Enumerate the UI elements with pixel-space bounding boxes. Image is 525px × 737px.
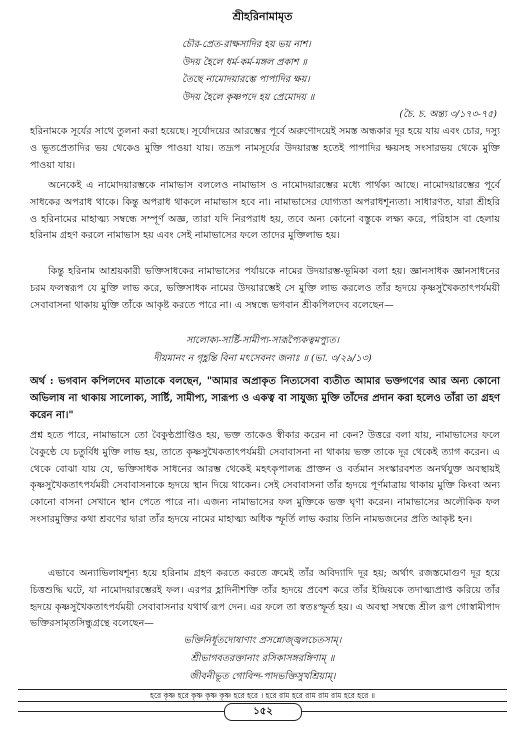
footer-mantra: হরে কৃষ্ণ হরে কৃষ্ণ কৃষ্ণ কৃষ্ণ হরে হরে । হরে রাম হরে রাম রাম রাম হরে হরে ॥ (18, 689, 507, 702)
paragraph-6: এভাবে অন্যাভিলাষশূন্য হয়ে হরিনাম গ্রহণ করতে করতে ক্রমেই তাঁর অবিদ্যাদি দূর হয়; অর্থাৎ রজস্তমোগুণ দূর হয়ে চিত্তশুদ্ধি ঘটে, যা নামোদয়ারম্ভেরই ফল। এরপর হ্লাদিনীশক্তি তাঁর হৃদয়ে প্রবেশ করে তাঁর ইন্দ্রিয়কে তদাত্ম্যপ্রাপ্ত করিয়ে তাঁর হৃদয়ে কৃষ্ণসুখৈকতাৎপর্যময়ী সেবাবাসনার যথার্থ রূপ দেন। এর ফলে তা স্বতঃস্ফূর্ত হয়। এ অবস্থা সম্বন্ধে শ্রীল রূপ গোস্বামীপাদ ভক্তিরসামৃতসিন্ধুগ্রন্থে বলেছেন— (30, 568, 500, 630)
paragraph-3: কিন্তু হরিনাম আশ্রয়কারী ভক্তিসাধকের নামাভাসের পর্যায়কে নামের উদয়ারম্ভ-ভূমিকা বলা হয়। জ্ঞানসাধক জ্ঞানসাধনের চরম ফলস্বরূপ যে মুক্তি লাভ করে, ভক্তিসাধক নামের উদয়ারম্ভেই সে মুক্তি লাভ করলেও তাঁর হৃদয়ে কৃষ্ণসুখৈকতাৎপর্যময়ী সেবাবাসনা থাকায় মুক্তি তাঁকে আকৃষ্ট করতে পারে না। এ সম্বন্ধে ভগবান শ্রীকপিলদেব বলেছেন— (30, 266, 500, 311)
page-header-title: শ্রীহরিনামামৃত (232, 10, 293, 23)
verse-line: উদয় হৈলে ধর্ম-কর্ম-মঙ্গল প্রকাশ ॥ (182, 56, 307, 68)
verse-3-line-1: ভক্তিনির্ধূতদোষাণাং প্রসন্নোজ্জ্বলচেতসাম্। (183, 635, 342, 646)
verse-line: চৌর-প্রেত-রাক্ষসাদির হয় ভয় নাশ। (182, 39, 311, 50)
verse-2-line-1: সালোক্য-সার্ষ্টি-সামীপ্য-সারূপ্যৈকত্বমপ্যুত। (186, 335, 339, 346)
paragraph-2: অনেকেই এ নামোদয়ারম্ভকে নামাভাস বললেও নামাভাস ও নামোদয়ারম্ভের মধ্যে পার্থক্য আছে। নামোদয়ারম্ভের পূর্বে সাধকের অপরাধ থাকে। কিন্তু অপরাধ থাকলে নামাভাস হবে না। নামাভাসের যোগ্যতা অপরাধশূন্যতা। সাধারণত, যারা শ্রীহরি ও হরিনামের মাহাত্ম্য সম্বন্ধে সম্পূর্ণ অজ্ঞ, তারা যদি নিরপরাধ হয়, তবে অন্য কোনো বস্তুকে লক্ষ্য করে, পরিহাস বা হেলায় হরিনাম গ্রহণ করলে নামাভাস হয় এবং সেই নামাভাসের ফলে তাদের মুক্তিলাভ হয়। (30, 180, 500, 242)
verse-3-line-3: জীবনীভূত গোবিন্দ-পাদভক্তিসুখশ্রিয়াম্। (189, 671, 336, 682)
paragraph-1: হরিনামকে সূর্যের সাথে তুলনা করা হয়েছে। সূর্যোদয়ের আরম্ভের পূর্বে অরুণোদয়েই সমস্ত অন্ধকার দূর হয়ে যায় এবং চোর, দস্যু ও ভূতপ্রেতাদির ভয় থেকেও মুক্তি পাওয়া যায়। তদ্রূপ নামসূর্যের উদয়ারম্ভ হতেই পাপাদির ক্ষয়সহ সংসারভয় থেকে মুক্তি পাওয়া যায়। (30, 126, 500, 171)
meaning-paragraph: অর্থ : ভগবান কপিলদেব মাতাকে বলছেন, "আমার অপ্রাকৃত নিত্যসেবা ব্যতীত আমার ভক্তগণের আর অন্য কোনো অভিলাষ না থাকায় সালোক্য, সার্ষ্টি, সামীপ্য, সারূপ্য ও একত্ব বা সাযুজ্য মুক্তি তাঁদের প্রদান করা হলেও তাঁরা তা গ্রহণ করেন না।" (30, 376, 500, 421)
footer-rule-left (18, 711, 224, 712)
verse-reference: (চৈ. চ. অন্ত্য ৩/১৭৩-৭৫) (399, 109, 497, 120)
verse-line: উদয় হৈলে কৃষ্ণপদে হয় প্রেমোদয় ॥ (182, 91, 315, 103)
page-number: ১৫২ (224, 703, 302, 721)
verse-line: তৈছে নামোদয়ারম্ভে পাপাদির ক্ষয়। (182, 74, 310, 85)
verse-block-1 (182, 36, 314, 106)
footer-rule-right (300, 711, 507, 712)
paragraph-5: প্রশ্ন হতে পারে, নামাভাসে তো বৈকুণ্ঠপ্রাপ্তিও হয়, ভক্ত তাকেও স্বীকার করেন না কেন? উত্তরে বলা যায়, নামাভাসের ফলে বৈকুণ্ঠে যে চতুর্বিধ মুক্তি লাভ হয়, তাতে কৃষ্ণসুখৈকতাৎপর্যময়ী সেবাবাসনা না থাকায় ভক্ত তাকে দূর থেকেই ত্যাগ করেন। এ থেকে বোঝা যায় যে, ভক্তিসাধক সাধনের আরম্ভ থেকেই মহৎকৃপালব্ধ প্রাক্তন ও বর্তমান সংস্কারবশত অনর্থযুক্ত অবস্থায়ই কৃষ্ণসুখৈকতাৎপর্যময়ী সেবাবাসনাকে হৃদয়ে স্থান দিয়ে থাকেন। সেই সেবাবাসনা তাঁর হৃদয়ে পূর্ণমাত্রায় থাকায় মুক্তি কিংবা অন্য কোনো বাসনা সেখানে স্থান পেতে পারে না। এজন্য নামাভাসের ফল মুক্তিকে ভক্ত ঘৃণা করেন। নামাভাসের অলৌকিক ফল সংসারমুক্তির কথা শ্রবণের দ্বারা তাঁর হৃদয়ে নামের মাহাত্ম্য অধিক স্ফূর্তি লাভ করায় তিনি নামভজনের প্রতি আকৃষ্ট হন। (30, 430, 500, 525)
verse-2-line-2: দীয়মানং ন গৃহ্ণন্তি বিনা মৎসেবনং জনাঃ ॥ (ভা. ৩/২৯/১৩) (153, 353, 372, 364)
verse-3-line-2: শ্রীভাগবতরক্তানাং রসিকাসঙ্গরঙ্গিণাম্ ॥ (190, 653, 335, 664)
